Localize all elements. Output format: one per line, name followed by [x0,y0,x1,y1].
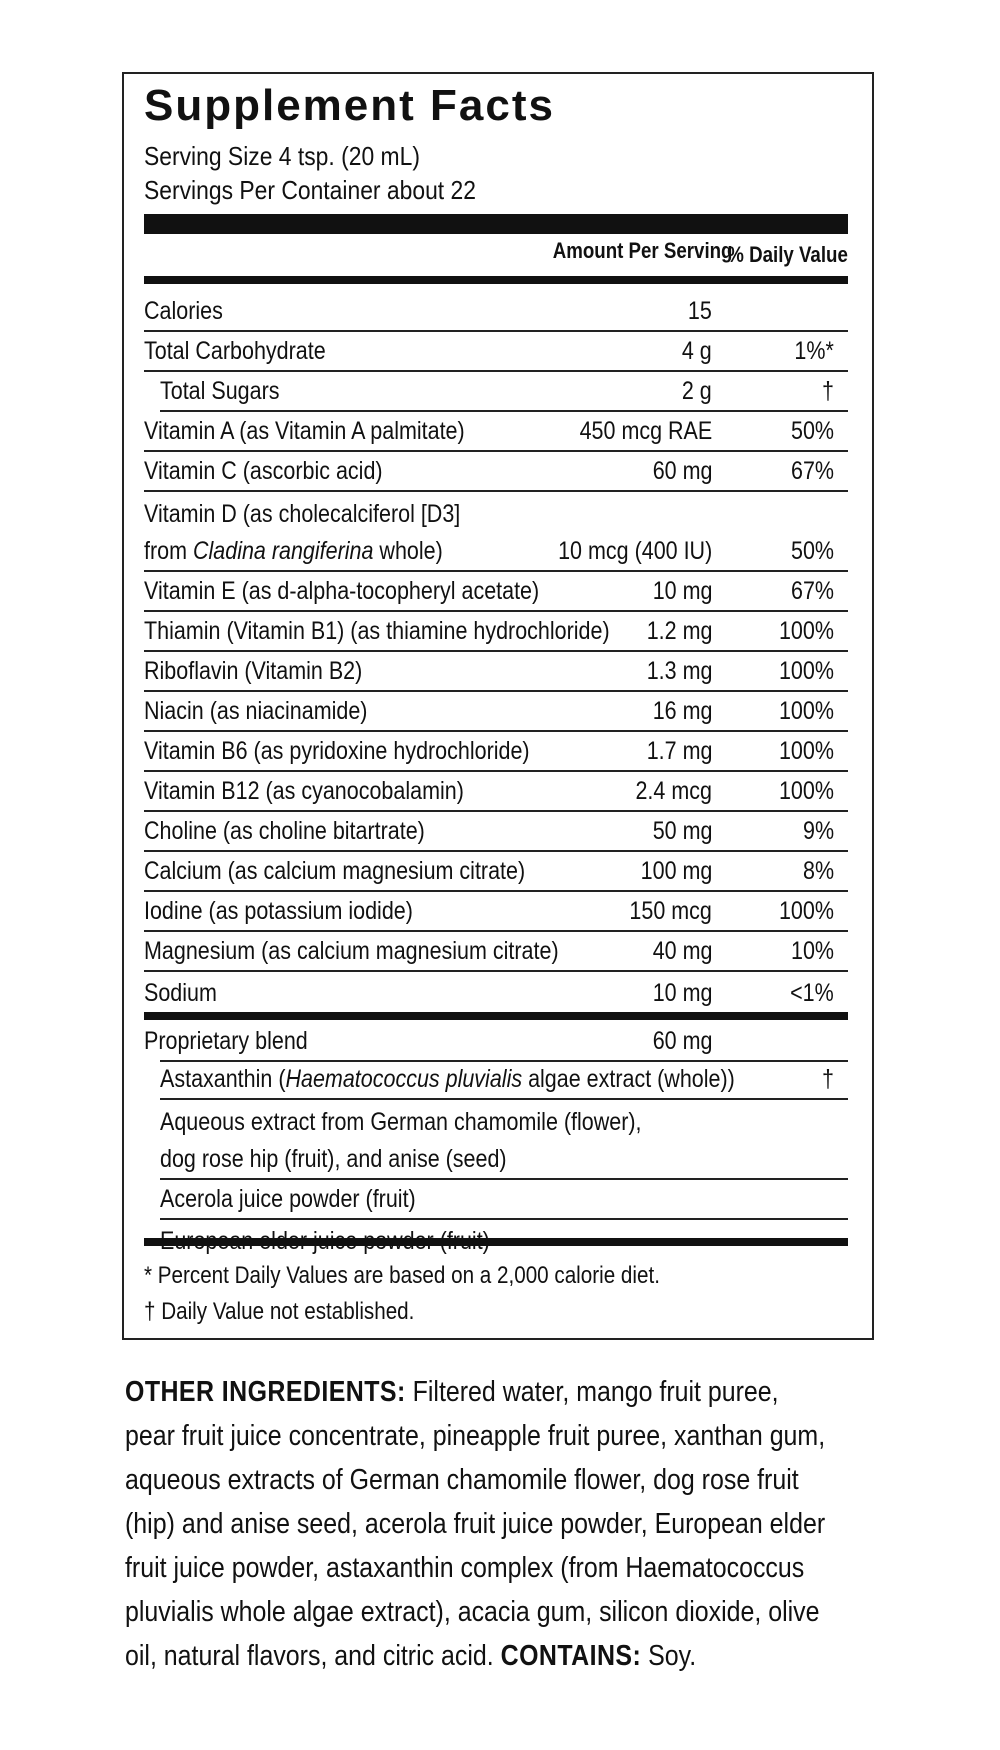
blend-amount: 60 mg [652,1027,712,1055]
blend-item-row [160,1100,848,1180]
servings-per-container: Servings Per Container about 22 [144,175,476,205]
nutrient-name: Iodine (as potassium iodide) [144,897,413,925]
nutrient-amount: 15 [688,297,712,325]
nutrient-row [144,972,848,1012]
nutrient-amount: 4 g [682,337,712,365]
nutrient-name: Vitamin B6 (as pyridoxine hydrochloride) [144,737,530,765]
nutrient-name: Vitamin E (as d-alpha-tocopheryl acetate) [144,577,540,605]
bottom-divider [144,1238,848,1246]
facts-title: Supplement Facts [144,81,555,130]
nutrient-name: Riboflavin (Vitamin B2) [144,657,363,685]
nutrient-name: Calcium (as calcium magnesium citrate) [144,857,526,885]
nutrient-row [144,412,848,452]
nutrient-name: Magnesium (as calcium magnesium citrate) [144,937,559,965]
ingredients-line [125,1370,779,1414]
footnote-percent-daily: * Percent Daily Values are based on a 2,000 calorie diet. [144,1262,660,1289]
nutrient-row [144,812,848,852]
nutrient-daily-value: 1%* [794,337,834,365]
header-amount-per-serving: Amount Per Serving [552,238,732,263]
nutrient-amount: 10 mg [652,979,712,1007]
nutrient-amount: 1.3 mg [646,657,712,685]
ingredients-text: fruit juice powder, astaxanthin complex (from Haematococcus [125,1552,805,1584]
nutrient-row [144,892,848,932]
ingredients-line [125,1458,799,1502]
nutrient-name [144,496,460,570]
nutrient-daily-value: 100% [779,617,834,645]
nutrient-daily-value: † [822,377,834,405]
blend-item-row [160,1180,848,1220]
contains-label: CONTAINS: [500,1640,642,1672]
nutrient-row [144,692,848,732]
proprietary-blend-row [144,1012,848,1060]
thick-divider [144,214,848,234]
nutrient-daily-value: 8% [802,857,834,885]
nutrient-row [144,652,848,692]
nutrient-daily-value: 67% [790,577,834,605]
nutrient-name: Choline (as choline bitartrate) [144,817,425,845]
ingredients-line [125,1502,826,1546]
nutrient-daily-value: 100% [779,697,834,725]
ingredients-text: oil, natural flavors, and citric acid. [125,1640,501,1672]
name-part: from [144,537,193,565]
nutrient-amount: 50 mg [652,817,712,845]
nutrient-row [144,932,848,972]
nutrient-name: Vitamin A (as Vitamin A palmitate) [144,417,465,445]
ingredients-text: (hip) and anise seed, acerola fruit juice powder, European elder [125,1508,826,1540]
nutrient-rows [144,292,848,1260]
nutrient-amount: 150 mcg [629,897,712,925]
nutrient-name: Sodium [144,979,217,1007]
nutrient-daily-value: <1% [790,979,834,1007]
nutrient-name: Vitamin B12 (as cyanocobalamin) [144,777,464,805]
nutrient-row [144,492,848,572]
nutrient-amount: 100 mg [640,857,712,885]
nutrient-amount: 2.4 mcg [635,777,712,805]
nutrient-amount: 10 mcg (400 IU) [557,537,712,565]
other-ingredients [125,1370,877,1678]
blend-item-line2: dog rose hip (fruit), and anise (seed) [160,1145,507,1173]
nutrient-daily-value: 67% [790,457,834,485]
blend-item-name [160,1060,735,1098]
nutrient-name: Total Sugars [160,377,280,405]
footnote-dv-not-established: † Daily Value not established. [144,1298,415,1325]
nutrient-amount: 10 mg [652,577,712,605]
nutrient-amount: 450 mcg RAE [579,417,712,445]
nutrient-row [144,732,848,772]
nutrient-amount: 1.7 mg [646,737,712,765]
nutrient-daily-value: 100% [779,777,834,805]
nutrient-daily-value: 9% [802,817,834,845]
nutrient-row [144,772,848,812]
name-italic-part: Cladina rangiferina [192,537,374,565]
serving-size: Serving Size 4 tsp. (20 mL) [144,141,420,171]
nutrient-row [144,612,848,652]
nutrient-daily-value: 100% [779,657,834,685]
nutrient-row [144,452,848,492]
nutrient-row [144,572,848,612]
nutrient-row [144,332,848,372]
nutrient-daily-value: 50% [790,537,834,565]
nutrient-daily-value: 50% [790,417,834,445]
nutrient-amount: 60 mg [652,457,712,485]
nutrient-amount: 2 g [682,377,712,405]
ingredients-line [125,1634,772,1678]
nutrient-row [144,292,848,332]
blend-item-name: Acerola juice powder (fruit) [160,1185,416,1213]
ingredients-text: aqueous extracts of German chamomile flower, dog rose fruit [125,1464,799,1496]
name-part: algae extract (whole)) [522,1065,735,1093]
nutrient-amount: 40 mg [652,937,712,965]
blend-item-line1: Aqueous extract from German chamomile (flower), [160,1108,642,1136]
blend-item-name [160,1104,642,1178]
ingredients-text: pluvialis whole algae extract), acacia gum, silicon dioxide, olive [125,1596,820,1628]
nutrient-amount: 1.2 mg [646,617,712,645]
nutrient-name: Thiamin (Vitamin B1) (as thiamine hydrochloride) [144,617,610,645]
name-part: Astaxanthin ( [160,1065,286,1093]
contains-value: Soy. [641,1640,697,1672]
ingredients-line [125,1590,820,1634]
ingredients-text: Filtered water, mango fruit puree, [405,1376,779,1408]
nutrient-row [160,372,848,412]
ingredients-line [125,1414,826,1458]
nutrient-name: Vitamin C (ascorbic acid) [144,457,383,485]
nutrient-name-line1: Vitamin D (as cholecalciferol [D3] [144,500,461,528]
nutrient-name-line2 [144,533,460,570]
blend-item-row [160,1060,848,1100]
nutrient-daily-value: 100% [779,897,834,925]
nutrient-amount: 16 mg [652,697,712,725]
blend-name: Proprietary blend [144,1027,308,1055]
medium-divider [144,276,848,284]
ingredients-line [125,1546,805,1590]
ingredients-text: pear fruit juice concentrate, pineapple fruit puree, xanthan gum, [125,1420,826,1452]
nutrient-daily-value: 10% [790,937,834,965]
name-italic-part: Haematococcus pluvialis [285,1065,523,1093]
name-part: whole) [373,537,443,565]
nutrient-name: Niacin (as niacinamide) [144,697,368,725]
header-daily-value: % Daily Value [727,242,848,267]
other-ingredients-label: OTHER INGREDIENTS: [125,1376,406,1408]
blend-item-daily-value: † [822,1065,834,1093]
nutrient-name: Calories [144,297,223,325]
supplement-facts-panel [122,72,874,1340]
nutrient-row [144,852,848,892]
nutrient-daily-value: 100% [779,737,834,765]
nutrient-name: Total Carbohydrate [144,337,326,365]
